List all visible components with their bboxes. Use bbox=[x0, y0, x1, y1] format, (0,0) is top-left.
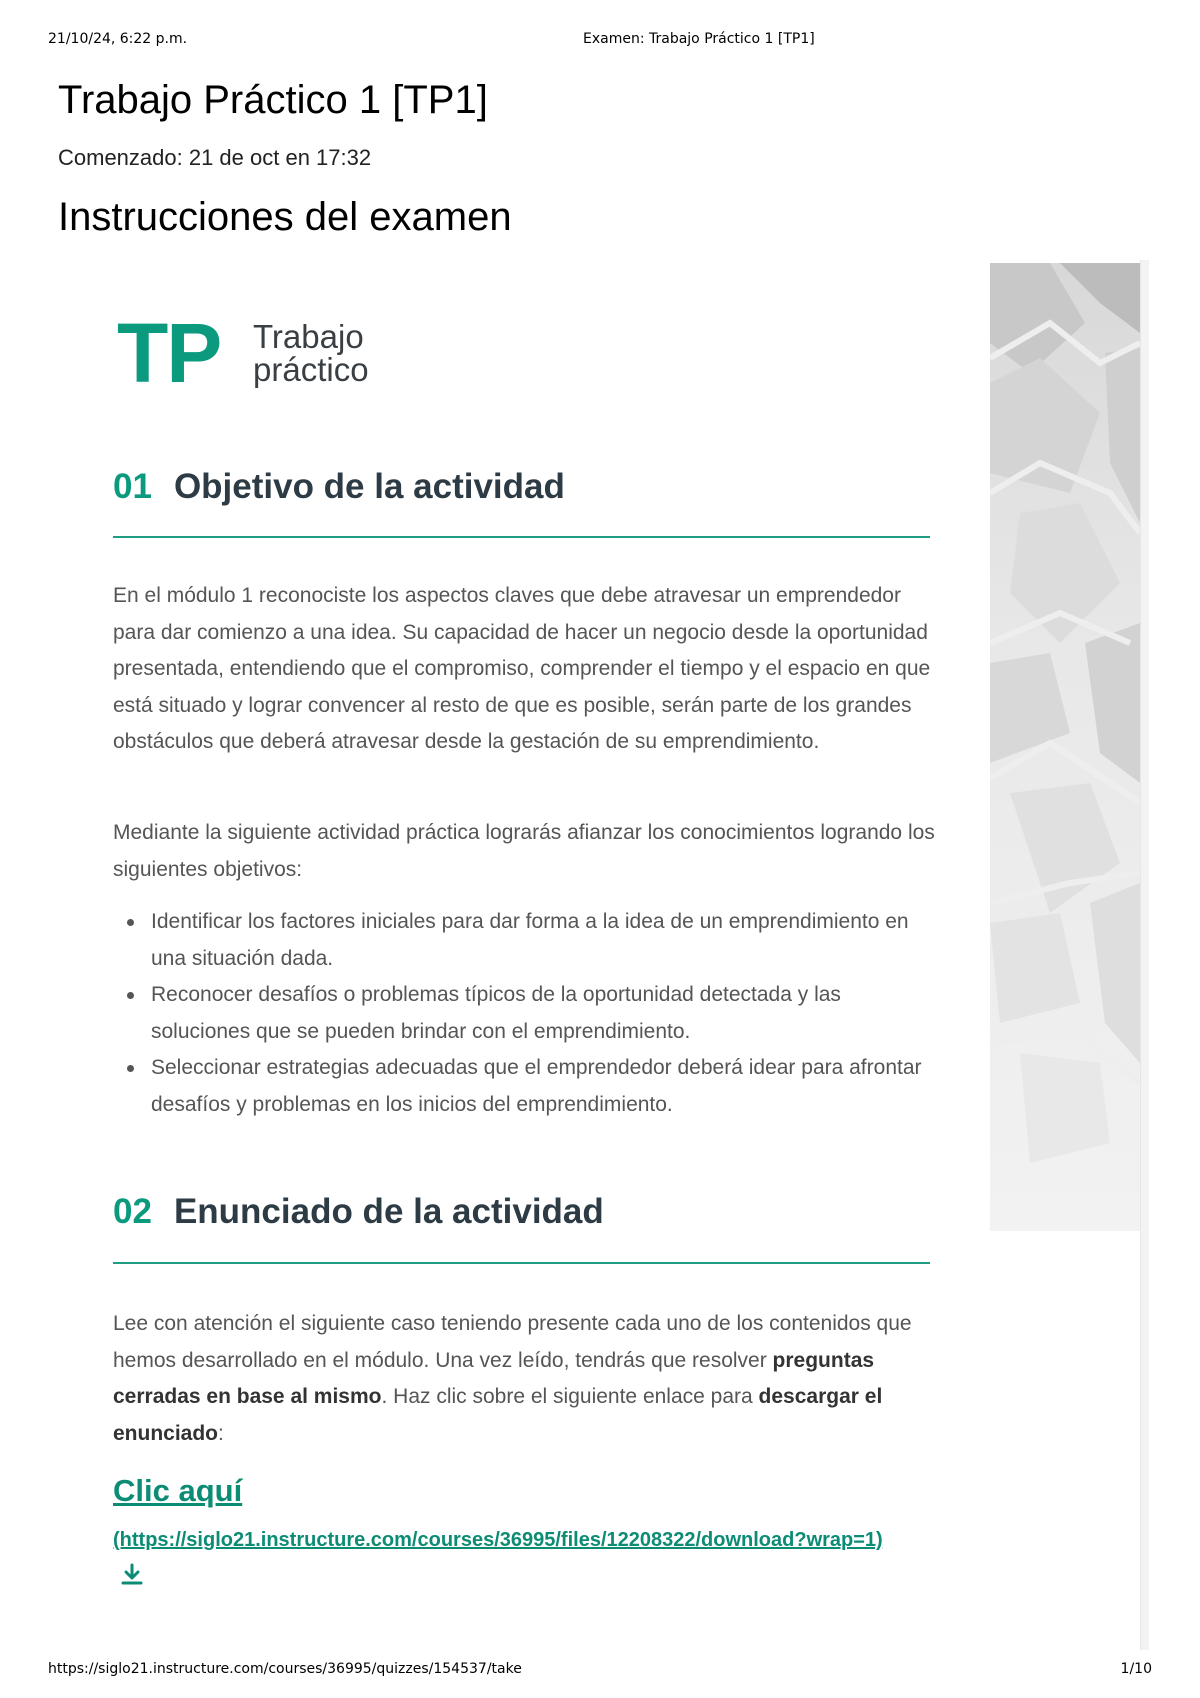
section-01-number: 01 bbox=[113, 467, 152, 506]
statement-text-1: Lee con atención el siguiente caso teniendo presente cada uno de los contenidos que hemos desarrollado en el módulo. Una vez leído, tendrás que resolver bbox=[113, 1312, 912, 1372]
statement-text-2: . Haz clic sobre el siguiente enlace para bbox=[381, 1385, 759, 1408]
list-item bbox=[113, 904, 938, 977]
list-item bbox=[113, 977, 938, 1050]
statement-bold-1: preguntas cerradas en base al mismo bbox=[113, 1348, 875, 1408]
objective-text: Identificar los factores iniciales para dar forma a la idea de un emprendimiento en una situación dada. bbox=[151, 910, 909, 970]
section-02-heading bbox=[113, 1190, 604, 1234]
objective-paragraph-1: En el módulo 1 reconociste los aspectos claves que debe atravesar un emprendedor para dar comienzo a una idea. Su capacidad de hacer un negocio desde la oportunidad presentada, entendiendo que el compromiso, comprender el tiempo y el espacio en que está situado y lograr convencer al resto de que es posible, serán parte de los grandes obstáculos que deberá atravesar desde la gestación de su emprendimiento. bbox=[113, 584, 931, 753]
statement-text-3: : bbox=[218, 1421, 224, 1445]
print-header bbox=[48, 31, 1152, 51]
statement-paragraph bbox=[113, 1306, 938, 1452]
download-url-link[interactable] bbox=[113, 1522, 903, 1601]
download-statement-link[interactable]: Clic aquí bbox=[113, 1473, 243, 1508]
list-item bbox=[113, 1050, 938, 1123]
section-01-divider bbox=[113, 536, 930, 538]
quiz-started-time: Comenzado: 21 de oct en 17:32 bbox=[58, 145, 372, 170]
scrollbar[interactable] bbox=[1140, 260, 1149, 1650]
tp-logo-word-practico: práctico bbox=[253, 351, 369, 388]
print-page-url: https://siglo21.instructure.com/courses/36995/quizzes/154537/take bbox=[48, 1661, 522, 1677]
tp-logo bbox=[117, 306, 397, 400]
instructions-heading: Instrucciones del examen bbox=[58, 195, 512, 239]
print-datetime: 21/10/24, 6:22 p.m. bbox=[48, 31, 188, 47]
print-page-number: 1/10 bbox=[1120, 1661, 1152, 1677]
tp-logo-mark: TP bbox=[117, 306, 221, 400]
section-01-title: Objetivo de la actividad bbox=[173, 467, 565, 506]
objective-text: Reconocer desafíos o problemas típicos de la oportunidad detectada y las soluciones que se pueden brindar con el emprendimiento. bbox=[151, 983, 841, 1043]
decorative-architecture-image bbox=[990, 263, 1140, 1231]
print-doc-title: Examen: Trabajo Práctico 1 [TP1] bbox=[583, 31, 815, 47]
bullet-icon bbox=[127, 919, 134, 926]
section-02-title: Enunciado de la actividad bbox=[173, 1192, 604, 1231]
statement-bold-2: descargar el enunciado bbox=[113, 1385, 883, 1445]
objective-paragraph-2: Mediante la siguiente actividad práctica lograrás afianzar los conocimientos logrando los siguientes objetivos: bbox=[113, 821, 935, 881]
download-icon[interactable] bbox=[119, 1562, 145, 1601]
print-footer bbox=[48, 1661, 1152, 1681]
objectives-list bbox=[113, 904, 938, 1123]
tp-logo-word-trabajo: Trabajo bbox=[253, 318, 364, 355]
section-01-heading bbox=[113, 465, 565, 509]
section-02-divider bbox=[113, 1262, 930, 1264]
bullet-icon bbox=[127, 992, 134, 999]
objective-text: Seleccionar estrategias adecuadas que el emprendedor deberá idear para afrontar desafíos y problemas en los inicios del emprendimiento. bbox=[151, 1056, 922, 1116]
bullet-icon bbox=[127, 1065, 134, 1072]
download-url-text[interactable]: (https://siglo21.instructure.com/courses/36995/files/12208322/download?wrap=1) bbox=[113, 1529, 883, 1551]
quiz-title: Trabajo Práctico 1 [TP1] bbox=[58, 78, 488, 122]
section-02-number: 02 bbox=[113, 1192, 152, 1231]
